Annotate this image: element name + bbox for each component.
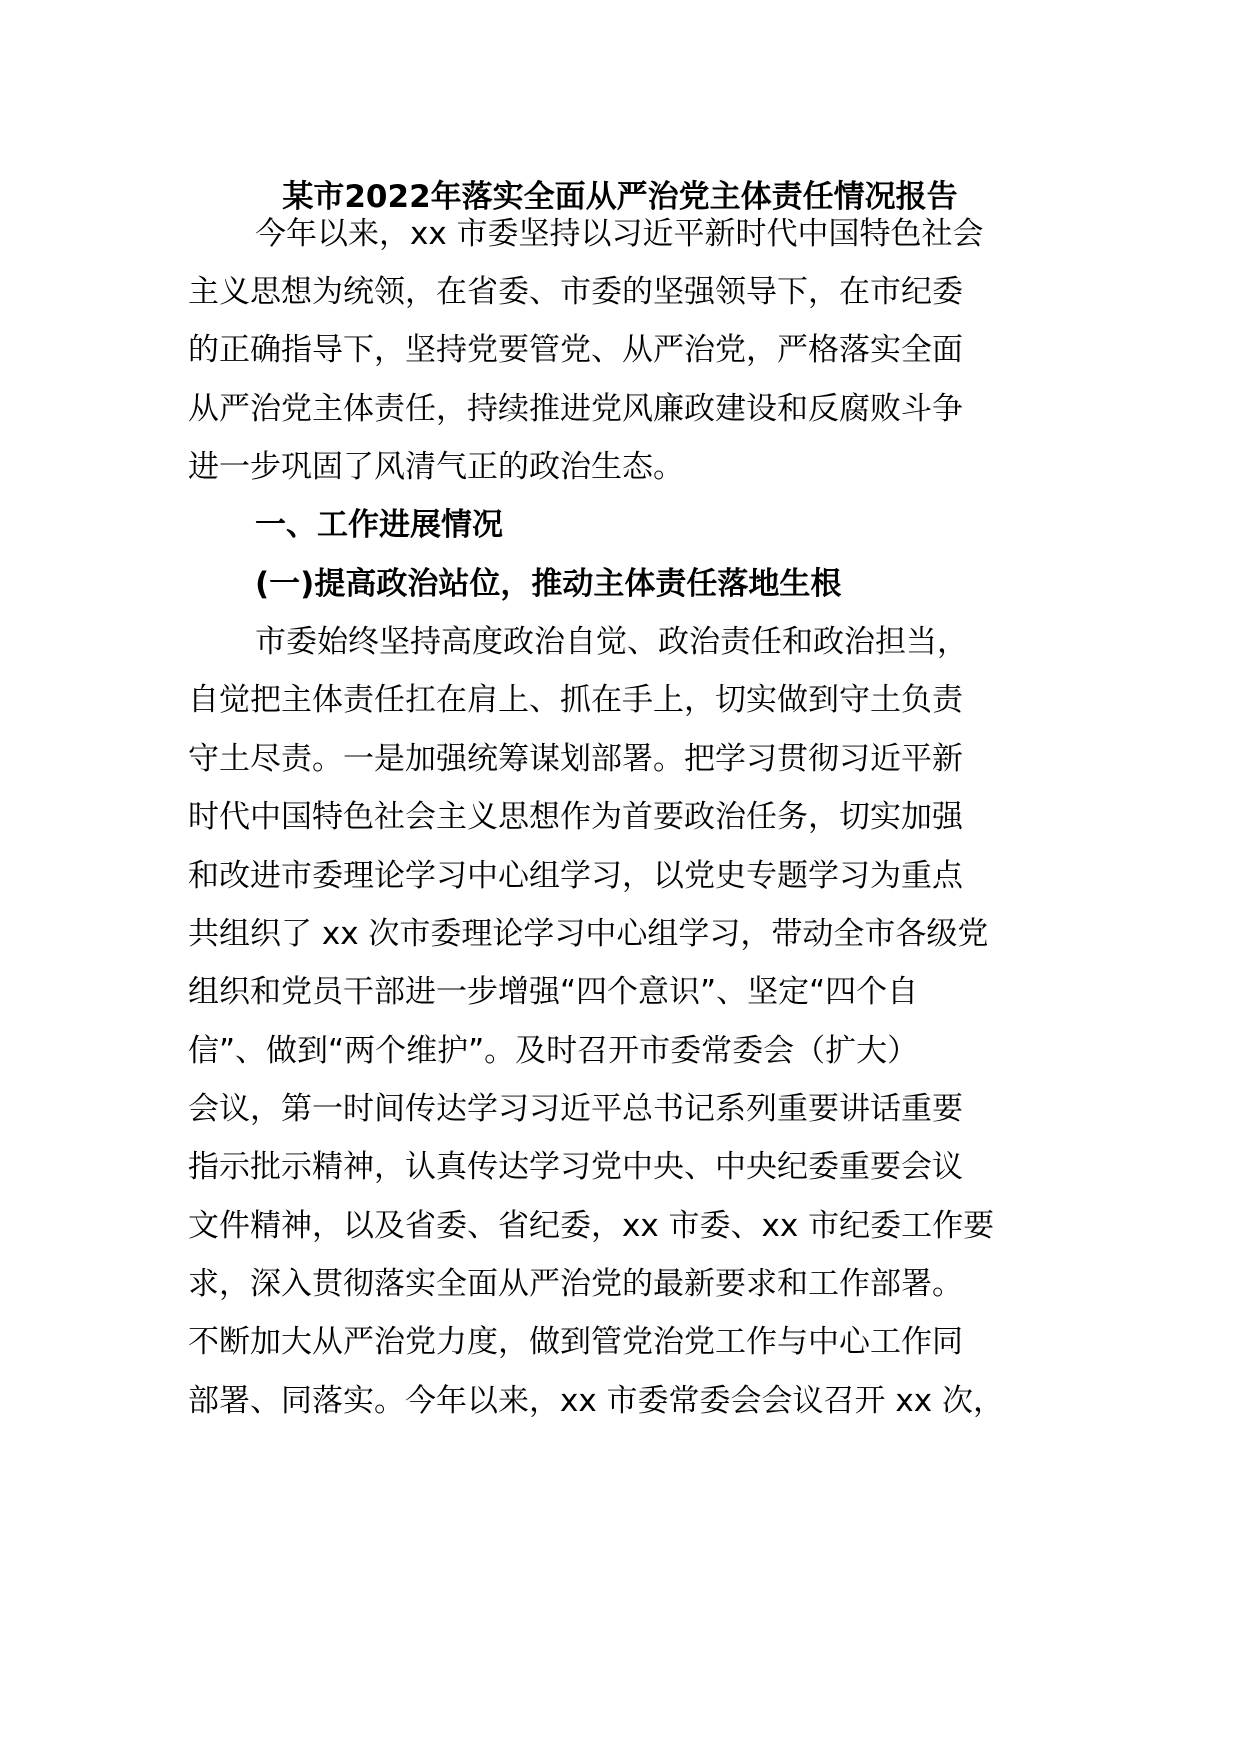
paragraph-line: 自觉把主体责任扛在肩上、抓在手上，切实做到守土负责 <box>188 682 963 718</box>
paragraph-line: 市委始终坚持高度政治自觉、政治责任和政治担当， <box>255 624 968 660</box>
paragraph-line: 从严治党主体责任，持续推进党风廉政建设和反腐败斗争 <box>188 391 963 427</box>
paragraph-line: 文件精神，以及省委、省纪委，xx 市委、xx 市纪委工作要 <box>188 1208 995 1244</box>
paragraph-line: 部署、同落实。今年以来，xx 市委常委会会议召开 xx 次， <box>188 1383 1004 1419</box>
paragraph-line: 信”、做到“两个维护”。及时召开市委常委会（扩大） <box>188 1033 919 1069</box>
paragraph-line: 时代中国特色社会主义思想作为首要政治任务，切实加强 <box>188 799 963 835</box>
paragraph-line: 组织和党员干部进一步增强“四个意识”、坚定“四个自 <box>188 974 919 1010</box>
subsection-heading: (一)提高政治站位，推动主体责任落地生根 <box>255 566 842 602</box>
paragraph-line: 进一步巩固了风清气正的政治生态。 <box>188 449 684 485</box>
paragraph-line: 和改进市委理论学习中心组学习，以党史专题学习为重点 <box>188 858 963 894</box>
paragraph-line: 会议，第一时间传达学习习近平总书记系列重要讲话重要 <box>188 1091 963 1127</box>
section-heading: 一、工作进展情况 <box>255 507 503 543</box>
document-title: 某市2022年落实全面从严治党主体责任情况报告 <box>282 179 958 215</box>
paragraph-line: 求，深入贯彻落实全面从严治党的最新要求和工作部署。 <box>188 1266 963 1302</box>
paragraph-line: 指示批示精神，认真传达学习党中央、中央纪委重要会议 <box>188 1149 963 1185</box>
paragraph-line: 今年以来，xx 市委坚持以习近平新时代中国特色社会 <box>255 216 984 252</box>
paragraph-line: 守土尽责。一是加强统筹谋划部署。把学习贯彻习近平新 <box>188 741 963 777</box>
paragraph-line: 不断加大从严治党力度，做到管党治党工作与中心工作同 <box>188 1324 963 1360</box>
paragraph-line: 共组织了 xx 次市委理论学习中心组学习，带动全市各级党 <box>188 916 989 952</box>
paragraph-line: 主义思想为统领，在省委、市委的坚强领导下，在市纪委 <box>188 274 963 310</box>
paragraph-line: 的正确指导下，坚持党要管党、从严治党，严格落实全面 <box>188 332 963 368</box>
